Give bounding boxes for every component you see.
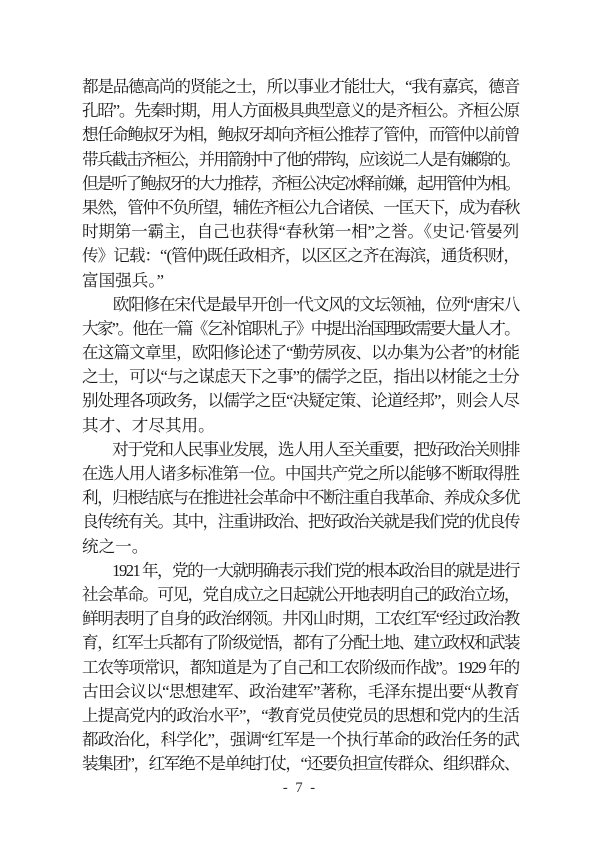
text-line: 古田会议以“思想建军、政治建军”著称，毛泽东提出要“从教育 <box>82 681 520 701</box>
paragraph <box>82 293 519 438</box>
text-line: 利，归根结底与在推进社会革命中不断注重自我革命、养成众多优 <box>82 488 519 508</box>
text-line: 装集团”，红军绝不是单纯打仗，“还要负担宣传群众、组织群众、 <box>82 754 519 774</box>
text-line: 1921 年，党的一大就明确表示我们党的根本政治目的就是进行 <box>82 560 519 580</box>
text-line: 大家”。他在一篇《乞补馆职札子》中提出治国理政需要大量人才。 <box>82 318 519 338</box>
text-line: 时期第一霸主，自己也获得“春秋第一相”之誉。《史记·管晏列 <box>82 222 519 242</box>
text-line: 育，红军士兵都有了阶级觉悟，都有了分配土地、建立政权和武装 <box>82 633 519 653</box>
page-number: - 7 - <box>282 780 318 796</box>
text-line: 传》记载：“(管仲)既任政相齐，以区区之齐在海滨，通货积财， <box>82 246 519 266</box>
text-line: 都政治化，科学化”，强调“红军是一个执行革命的政治任务的武 <box>82 730 519 750</box>
text-line: 社会革命。可见，党自成立之日起就公开地表明自己的政治立场， <box>82 584 519 604</box>
text-line: 其才、才尽其用。 <box>82 415 215 435</box>
text-line: 鲜明表明了自身的政治纲领。井冈山时期，工农红军“经过政治教 <box>82 609 519 629</box>
text-line: 但是听了鲍叔牙的大力推荐，齐桓公决定冰释前嫌，起用管仲为相。 <box>82 173 519 193</box>
text-line: 别处理各项政务，以儒学之臣“决疑定策、论道经邦”，则会人尽 <box>82 391 519 411</box>
paragraph <box>82 438 519 559</box>
text-line: 之士，可以“与之谋虑天下之事”的儒学之臣，指出以材能之士分 <box>82 367 519 387</box>
text-line: 想任命鲍叔牙为相，鲍叔牙却向齐桓公推荐了管仲，而管仲以前曾 <box>82 125 519 145</box>
text-line: 在这篇文章里，欧阳修论述了“勤劳夙夜、以办集为公者”的材能 <box>82 343 519 363</box>
text-line: 果然，管仲不负所望，辅佐齐桓公九合诸侯、一匡天下，成为春秋 <box>82 197 519 217</box>
text-line: 良传统有关。其中，注重讲政治、把好政治关就是我们党的优良传 <box>82 512 519 532</box>
text-line: 孔昭”。先秦时期，用人方面极具典型意义的是齐桓公。齐桓公原 <box>82 101 519 121</box>
text-line: 工农等项常识，都知道是为了自己和工农阶级而作战”。1929 年的 <box>82 657 519 677</box>
text-line: 统之一。 <box>82 536 149 556</box>
paragraph <box>82 75 519 293</box>
text-line: 对于党和人民事业发展，选人用人至关重要，把好政治关则排 <box>82 439 519 459</box>
paragraph <box>82 559 519 777</box>
text-line: 在选人用人诸多标准第一位。中国共产党之所以能够不断取得胜 <box>82 464 519 483</box>
document-body <box>82 75 519 776</box>
text-line: 都是品德高尚的贤能之士，所以事业才能壮大，“我有嘉宾，德音 <box>82 77 519 96</box>
text-line: 带兵截击齐桓公，并用箭射中了他的带钩，应该说二人是有嫌隙的。 <box>82 149 519 169</box>
text-line: 欧阳修在宋代是最早开创一代文风的文坛领袖，位列“唐宋八 <box>82 294 519 314</box>
text-line: 富国强兵。” <box>82 270 165 290</box>
text-line: 上提高党内的政治水平”，“教育党员使党员的思想和党内的生活 <box>82 705 519 725</box>
